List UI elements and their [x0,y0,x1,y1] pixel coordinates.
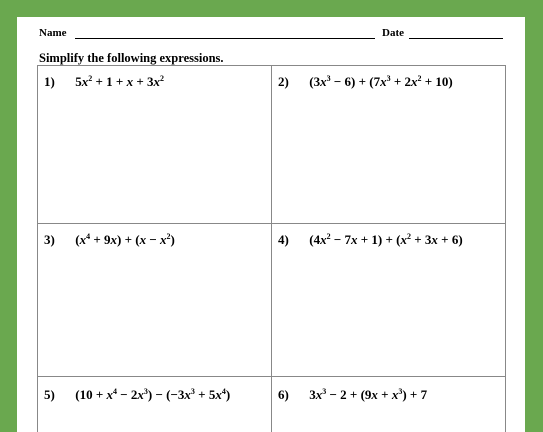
header [39,27,503,45]
problem-expression: $5x^2 + 1 + x + 3x^2$ [75,74,164,89]
grid-divider-row-1 [38,223,505,224]
problem-1 [44,74,164,90]
problem-5 [44,387,230,403]
problem-3 [44,232,175,248]
problem-grid [37,65,506,432]
problem-expression: $(x^4 + 9x) + (x - x^2)$ [75,232,175,247]
grid-divider-row-2 [38,376,505,377]
problem-2 [278,74,453,90]
grid-divider-vertical [271,66,272,432]
problem-number: 4) [278,232,289,247]
problem-number: 6) [278,387,289,402]
problem-6 [278,387,427,403]
name-label: Name [39,27,67,39]
problem-expression: $3x^3 - 2 + (9x + x^3) + 7$ [309,387,428,402]
problem-expression: $(10 + x^4 - 2x^3) - (-3x^3 + 5x^4)$ [75,387,231,402]
problem-number: 3) [44,232,55,247]
problem-4 [278,232,463,248]
problem-number: 5) [44,387,55,402]
date-blank-line [409,38,503,39]
instructions: Simplify the following expressions. [39,51,224,65]
problem-number: 1) [44,74,55,89]
problem-expression: $(4x^2 - 7x + 1) + (x^2 + 3x + 6)$ [309,232,463,247]
name-blank-line [75,38,375,39]
problem-expression: $(3x^3 - 6) + (7x^3 + 2x^2 + 10)$ [309,74,453,89]
problem-number: 2) [278,74,289,89]
date-label: Date [382,27,404,39]
worksheet [17,17,525,432]
